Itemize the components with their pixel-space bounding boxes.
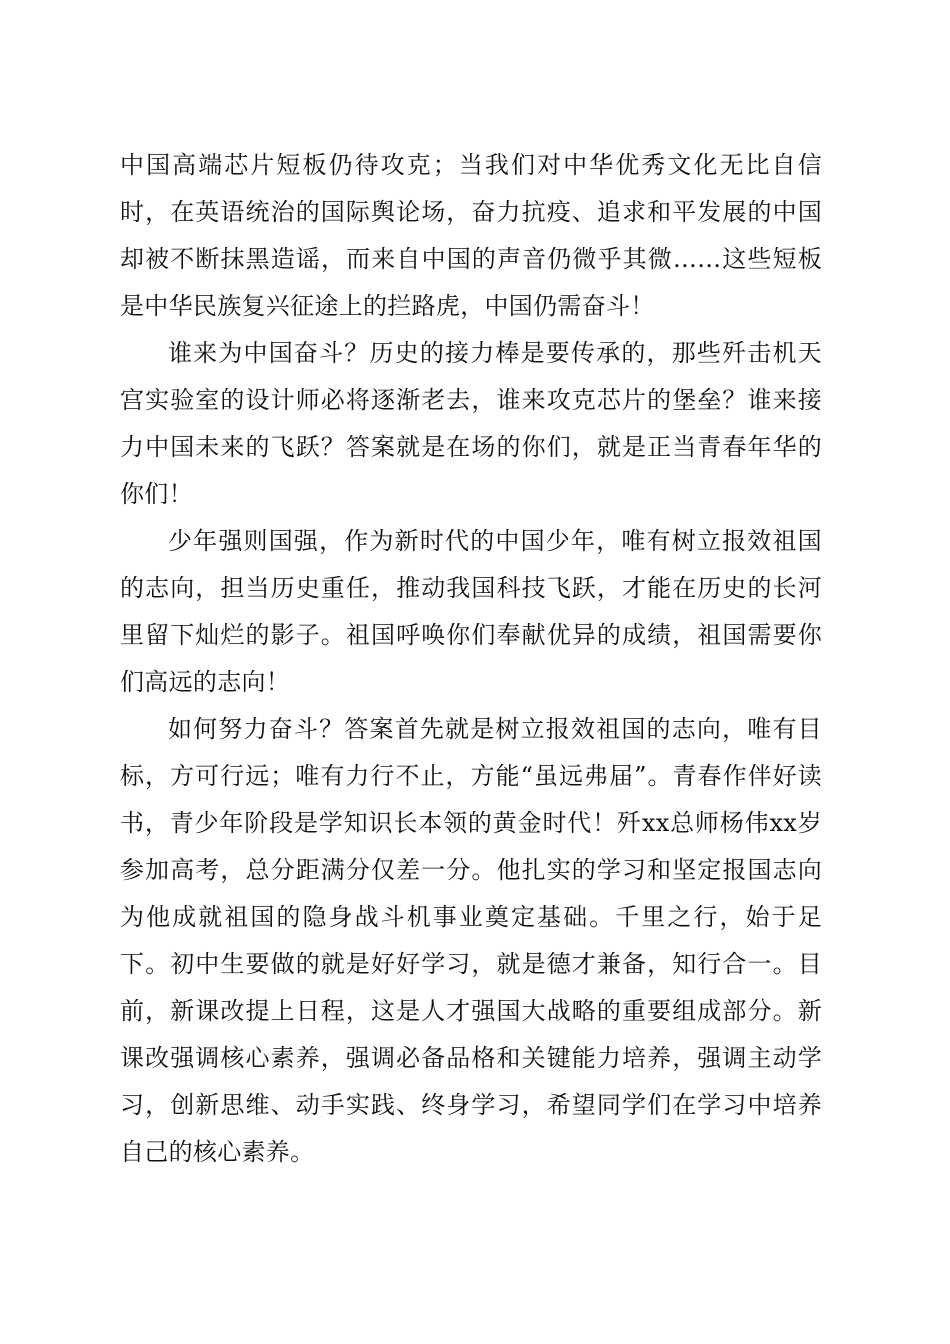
paragraph-continued: 中国高端芯片短板仍待攻克；当我们对中华优秀文化无比自信时，在英语统治的国际舆论场，奋力抗疫、追求和平发展的中国却被不断抹黑造谣，而来自中国的声音仍微乎其微……这些短板是中华民族复兴征途上的拦路虎，中国仍需奋斗！ [120, 151, 822, 320]
paragraph: 少年强则国强，作为新时代的中国少年，唯有树立报效祖国的志向，担当历史重任，推动我国科技飞跃，才能在历史的长河里留下灿烂的影子。祖国呼唤你们奉献优异的成绩，祖国需要你们高远的志向！ [120, 527, 822, 696]
paragraph: 如何努力奋斗？答案首先就是树立报效祖国的志向，唯有目标，方可行远；唯有力行不止，方能“虽远弗届”。青春作伴好读书，青少年阶段是学知识长本领的黄金时代！歼xx总师杨伟xx岁参加高考，总分距满分仅差一分。他扎实的学习和坚定报国志向为他成就祖国的隐身战斗机事业奠定基础。千里之行，始于足下。初中生要做的就是好好学习，就是德才兼备，知行合一。目前，新课改提上日程，这是人才强国大战略的重要组成部分。新课改强调核心素养，强调必备品格和关键能力培养，强调主动学习，创新思维、动手实践、终身学习，希望同学们在学习中培养自己的核心素养。 [120, 715, 822, 1166]
document-body [120, 142, 822, 1176]
paragraph: 谁来为中国奋斗？历史的接力棒是要传承的，那些歼击机天宫实验室的设计师必将逐渐老去，谁来攻克芯片的堡垒？谁来接力中国未来的飞跃？答案就是在场的你们，就是正当青春年华的你们！ [120, 339, 822, 508]
